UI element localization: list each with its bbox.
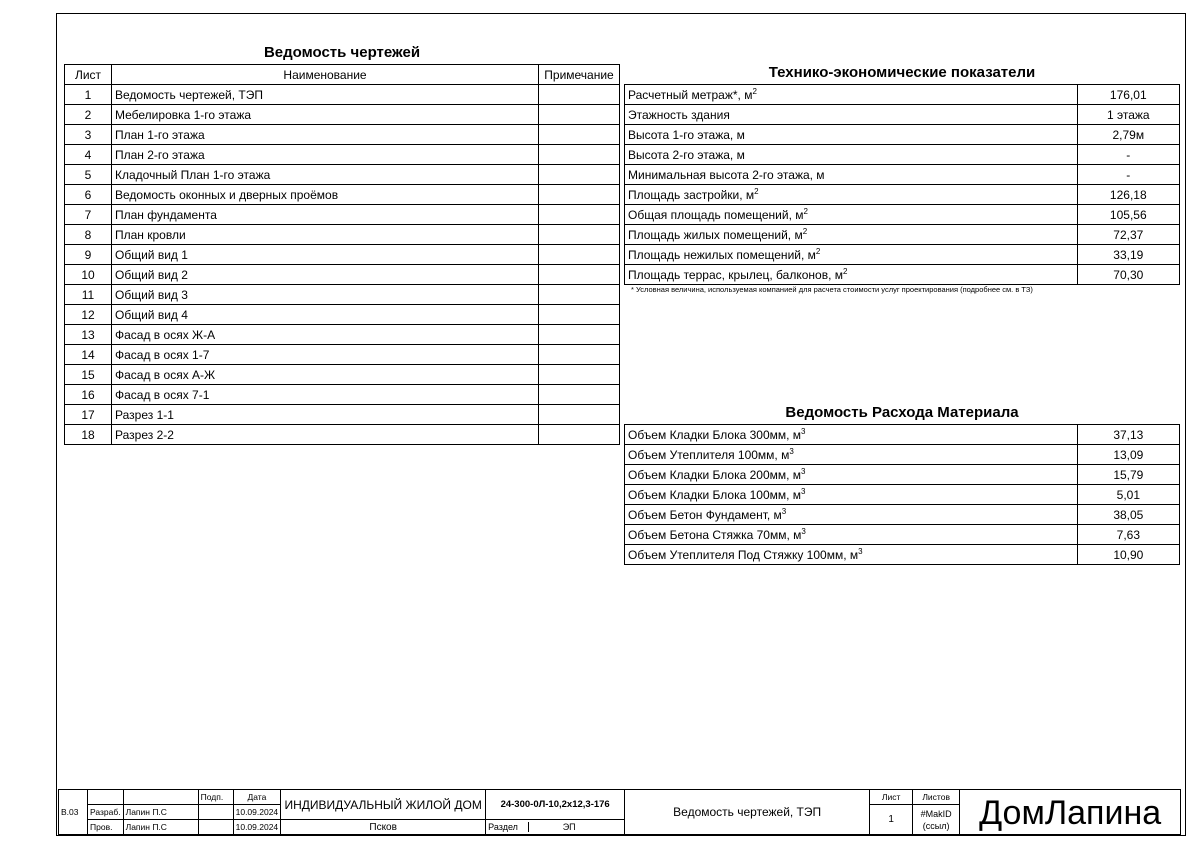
row-note [539, 225, 620, 245]
unit-exponent: 3 [801, 426, 806, 436]
chk-sign [198, 820, 233, 835]
table-row [625, 545, 1180, 565]
indicator-name [625, 145, 1078, 165]
indicator-label: Объем Кладки Блока 100мм, м [628, 487, 802, 502]
table-row [65, 225, 620, 245]
table-row [625, 105, 1180, 125]
indicator-label: Площадь застройки, м [628, 187, 755, 202]
col-header-name: Наименование [112, 65, 539, 85]
row-number: 7 [65, 205, 112, 225]
table-row [625, 485, 1180, 505]
indicator-label: Расчетный метраж*, м [628, 87, 753, 102]
drawings-table [64, 64, 620, 445]
sheets-label: Листов [913, 790, 960, 805]
materials-title: Ведомость Расхода Материала [785, 404, 1019, 421]
table-row [65, 205, 620, 225]
table-row [65, 85, 620, 105]
table-row [65, 345, 620, 365]
row-number: 14 [65, 345, 112, 365]
row-name: Общий вид 1 [112, 245, 539, 265]
unit-exponent: 3 [801, 486, 806, 496]
table-row [625, 225, 1180, 245]
table-row [625, 245, 1180, 265]
indicator-label: Высота 1-го этажа, м [628, 127, 745, 142]
indicator-name [625, 165, 1078, 185]
table-row [65, 185, 620, 205]
indicator-label: Минимальная высота 2-го этажа, м [628, 167, 825, 182]
row-name: Разрез 2-2 [112, 425, 539, 445]
chk-date: 10.09.2024 [233, 820, 281, 835]
table-row [65, 105, 620, 125]
indicator-value: 105,56 [1077, 205, 1179, 225]
dev-name: Лапин П.С [123, 805, 198, 820]
row-note [539, 265, 620, 285]
indicator-label: Общая площадь помещений, м [628, 207, 804, 222]
indicator-name [625, 425, 1078, 445]
table-row [65, 305, 620, 325]
indicator-label: Объем Бетона Стяжка 70мм, м [628, 527, 802, 542]
unit-exponent: 2 [754, 186, 759, 196]
tep-title: Технико-экономические показатели [768, 64, 1036, 81]
row-note [539, 325, 620, 345]
materials-table [624, 424, 1180, 565]
indicator-name [625, 125, 1078, 145]
row-name: План кровли [112, 225, 539, 245]
indicator-label: Объем Утеплителя Под Стяжку 100мм, м [628, 547, 859, 562]
indicator-name [625, 485, 1078, 505]
row-number: 4 [65, 145, 112, 165]
row-number: 12 [65, 305, 112, 325]
city-name: Псков [281, 820, 486, 835]
indicator-label: Объем Бетон Фундамент, м [628, 507, 782, 522]
row-note [539, 205, 620, 225]
unit-exponent: 3 [858, 546, 863, 556]
row-note [539, 285, 620, 305]
title-block [58, 789, 1181, 835]
indicator-label: Высота 2-го этажа, м [628, 147, 745, 162]
row-name: Мебелировка 1-го этажа [112, 105, 539, 125]
row-name: Общий вид 3 [112, 285, 539, 305]
table-row [625, 145, 1180, 165]
row-number: 9 [65, 245, 112, 265]
unit-exponent: 2 [815, 246, 821, 256]
row-number: 2 [65, 105, 112, 125]
row-name: Разрез 1-1 [112, 405, 539, 425]
row-name: План 2-го этажа [112, 145, 539, 165]
table-row [625, 165, 1180, 185]
indicator-value: 70,30 [1077, 265, 1179, 285]
indicator-value: 13,09 [1077, 445, 1179, 465]
indicator-label: Этажность здания [628, 107, 730, 122]
indicator-name [625, 465, 1078, 485]
indicator-label: Объем Кладки Блока 300мм, м [628, 427, 802, 442]
header-date: Дата [233, 790, 281, 805]
table-row [625, 465, 1180, 485]
row-note [539, 385, 620, 405]
sheets-count [913, 805, 960, 835]
sheets-value-note: (ссыл) [922, 820, 950, 831]
sheet-label: Лист [870, 790, 913, 805]
indicator-name [625, 525, 1078, 545]
col-header-note: Примечание [539, 65, 620, 85]
table-row [65, 405, 620, 425]
table-row [65, 165, 620, 185]
indicator-value: 15,79 [1077, 465, 1179, 485]
indicator-name [625, 505, 1078, 525]
table-row [625, 445, 1180, 465]
row-note [539, 305, 620, 325]
row-name: Кладочный План 1-го этажа [112, 165, 539, 185]
row-number: 8 [65, 225, 112, 245]
unit-exponent: 3 [801, 526, 806, 536]
row-note [539, 145, 620, 165]
indicator-name [625, 265, 1078, 285]
table-row [625, 205, 1180, 225]
row-number: 3 [65, 125, 112, 145]
header-sign: Подп. [198, 790, 233, 805]
indicator-value: 176,01 [1077, 85, 1179, 105]
empty-cell [123, 790, 198, 805]
company-logo: ДомЛапина [960, 790, 1181, 835]
table-row [65, 385, 620, 405]
indicator-name [625, 545, 1078, 565]
indicator-value: 10,90 [1077, 545, 1179, 565]
indicator-value: 1 этажа [1077, 105, 1179, 125]
table-row [65, 425, 620, 445]
row-number: 1 [65, 85, 112, 105]
table-row [625, 425, 1180, 445]
dev-sign [198, 805, 233, 820]
unit-exponent: 3 [801, 466, 806, 476]
table-row [65, 145, 620, 165]
indicator-name [625, 105, 1078, 125]
row-number: 5 [65, 165, 112, 185]
indicator-label: Объем Утеплителя 100мм, м [628, 447, 790, 462]
chk-name: Лапин П.С [123, 820, 198, 835]
row-number: 18 [65, 425, 112, 445]
row-number: 13 [65, 325, 112, 345]
row-name: Фасад в осях 7-1 [112, 385, 539, 405]
section-value: ЭП [562, 822, 576, 832]
table-row [625, 185, 1180, 205]
unit-exponent: 3 [789, 446, 794, 456]
indicator-name [625, 245, 1078, 265]
drawings-header-row [65, 65, 620, 85]
table-row [65, 125, 620, 145]
row-name: Общий вид 4 [112, 305, 539, 325]
indicator-name [625, 225, 1078, 245]
row-name: План 1-го этажа [112, 125, 539, 145]
row-name: План фундамента [112, 205, 539, 225]
row-note [539, 105, 620, 125]
row-note [539, 425, 620, 445]
drawings-title: Ведомость чертежей [263, 44, 421, 61]
table-row [625, 265, 1180, 285]
indicator-name [625, 185, 1078, 205]
table-row [625, 125, 1180, 145]
sheet-title: Ведомость чертежей, ТЭП [625, 790, 870, 835]
col-header-sheet: Лист [65, 65, 112, 85]
unit-exponent: 2 [803, 206, 808, 216]
indicator-name [625, 445, 1078, 465]
indicator-value: 126,18 [1077, 185, 1179, 205]
row-note [539, 185, 620, 205]
row-name: Фасад в осях А-Ж [112, 365, 539, 385]
table-row [625, 85, 1180, 105]
tep-table [624, 84, 1180, 285]
row-name: Фасад в осях Ж-А [112, 325, 539, 345]
unit-exponent: 3 [781, 506, 787, 516]
indicator-label: Объем Кладки Блока 200мм, м [628, 467, 802, 482]
row-number: 15 [65, 365, 112, 385]
table-row [65, 265, 620, 285]
table-row [65, 245, 620, 265]
row-name: Ведомость оконных и дверных проёмов [112, 185, 539, 205]
row-number: 10 [65, 265, 112, 285]
indicator-value: 2,79м [1077, 125, 1179, 145]
row-note [539, 345, 620, 365]
row-number: 6 [65, 185, 112, 205]
indicator-value: 33,19 [1077, 245, 1179, 265]
indicator-label: Площадь террас, крылец, балконов, м [628, 267, 843, 282]
project-code: 24-300-0Л-10,2х12,3-176 [486, 790, 625, 820]
row-name: Фасад в осях 1-7 [112, 345, 539, 365]
row-number: 16 [65, 385, 112, 405]
indicator-value: 7,63 [1077, 525, 1179, 545]
indicator-label: Площадь жилых помещений, м [628, 227, 803, 242]
indicator-label: Площадь нежилых помещений, м [628, 247, 816, 262]
sheet-number: 1 [870, 805, 913, 835]
sheets-value-ref: #MakID [920, 808, 952, 819]
indicator-name [625, 205, 1078, 225]
chk-role: Пров. [88, 820, 124, 835]
section-cell [486, 820, 625, 835]
table-row [65, 325, 620, 345]
row-number: 17 [65, 405, 112, 425]
indicator-value: 5,01 [1077, 485, 1179, 505]
row-name: Общий вид 2 [112, 265, 539, 285]
dev-date: 10.09.2024 [233, 805, 281, 820]
section-label: Раздел [486, 822, 529, 832]
table-row [65, 285, 620, 305]
unit-exponent: 2 [802, 226, 808, 236]
dev-role: Разраб. [88, 805, 124, 820]
object-name: ИНДИВИДУАЛЬНЫЙ ЖИЛОЙ ДОМ [281, 790, 486, 820]
table-row [625, 505, 1180, 525]
tep-footnote: * Условная величина, используемая компанией для расчета стоимости услуг проектирования (подробнее см. в ТЗ) [631, 285, 1033, 294]
table-row [625, 525, 1180, 545]
version-cell: В.03 [59, 790, 88, 835]
row-note [539, 405, 620, 425]
row-note [539, 165, 620, 185]
row-number: 11 [65, 285, 112, 305]
row-name: Ведомость чертежей, ТЭП [112, 85, 539, 105]
indicator-value: 72,37 [1077, 225, 1179, 245]
unit-exponent: 2 [843, 266, 848, 276]
indicator-value: 37,13 [1077, 425, 1179, 445]
row-note [539, 245, 620, 265]
unit-exponent: 2 [752, 86, 757, 96]
table-row [65, 365, 620, 385]
row-note [539, 125, 620, 145]
empty-cell [88, 790, 124, 805]
indicator-value: 38,05 [1077, 505, 1179, 525]
indicator-value: - [1077, 145, 1179, 165]
indicator-value: - [1077, 165, 1179, 185]
indicator-name [625, 85, 1078, 105]
row-note [539, 85, 620, 105]
row-note [539, 365, 620, 385]
